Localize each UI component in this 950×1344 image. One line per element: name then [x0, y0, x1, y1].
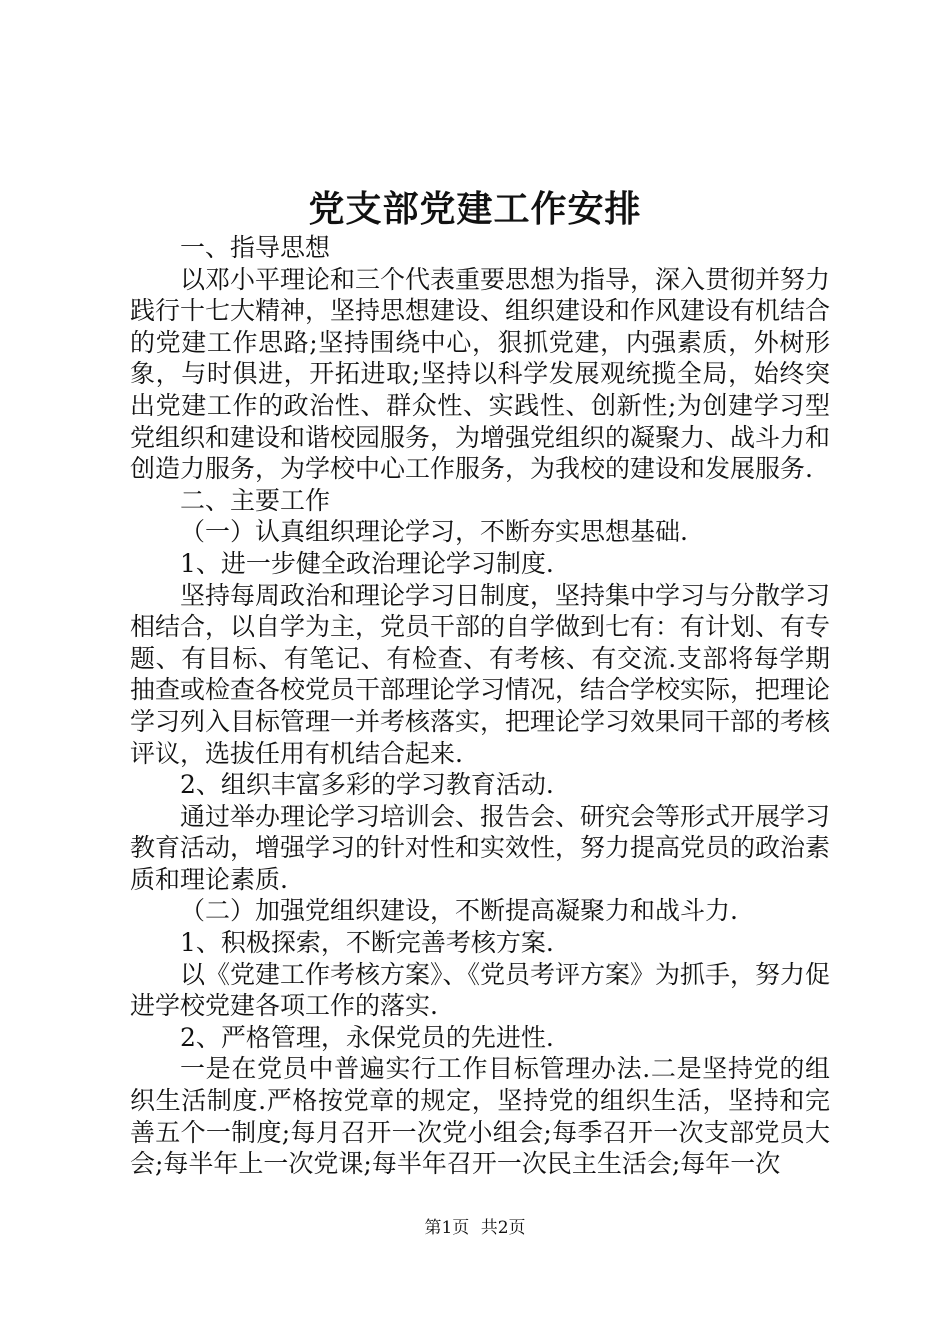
document-title: 党支部党建工作安排: [308, 188, 642, 230]
page-number: 第1页: [424, 1218, 470, 1238]
subsection-heading: （二）加强党组织建设，不断提高凝聚力和战斗力.: [180, 896, 738, 926]
item-heading: 1、进一步健全政治理论学习制度.: [180, 548, 554, 578]
body-paragraph: 一是在党员中普遍实行工作目标管理办法.二是坚持党的组织生活制度.严格按党章的规定，坚持党的组织生活，坚持和完善五个一制度;每月召开一次党小组会;每季召开一次支部党员大会;每半年上一次党课;每半年召开一次民主生活会;每年一次: [130, 1054, 830, 1179]
item-heading: 1、积极探索，不断完善考核方案.: [180, 928, 554, 958]
body-paragraph: 坚持每周政治和理论学习日制度，坚持集中学习与分散学习相结合，以自学为主，党员干部的自学做到七有：有计划、有专题、有目标、有笔记、有检查、有考核、有交流.支部将每学期抽查或检查各校党员干部理论学习情况，结合学校实际，把理论学习列入目标管理一并考核落实，把理论学习效果同干部的考核评议，选拔任用有机结合起来.: [130, 580, 831, 768]
body-paragraph: 以邓小平理论和三个代表重要思想为指导，深入贯彻并努力践行十七大精神，坚持思想建设、组织建设和作风建设有机结合的党建工作思路;坚持围绕中心，狠抓党建，内强素质，外树形象，与时俱进，开拓进取;坚持以科学发展观统揽全局，始终突出党建工作的政治性、群众性、实践性、创新性;为创建学习型党组织和建设和谐校园服务，为增强党组织的凝聚力、战斗力和创造力服务，为学校中心工作服务，为我校的建设和发展服务.: [130, 264, 831, 484]
body-paragraph: 以《党建工作考核方案》、《党员考评方案》为抓手，努力促进学校党建各项工作的落实.: [130, 959, 831, 1021]
item-heading: 2、严格管理，永保党员的先进性.: [180, 1022, 554, 1052]
page-footer: [0, 1216, 950, 1240]
document-body: [130, 232, 830, 1180]
section-heading: 二、主要工作: [180, 485, 331, 515]
item-heading: 2、组织丰富多彩的学习教育活动.: [180, 770, 554, 800]
body-paragraph: 通过举办理论学习培训会、报告会、研究会等形式开展学习教育活动，增强学习的针对性和实效性，努力提高党员的政治素质和理论素质.: [130, 801, 831, 894]
section-heading: 一、指导思想: [180, 233, 331, 262]
subsection-heading: （一）认真组织理论学习，不断夯实思想基础.: [180, 517, 688, 547]
page-total: 共2页: [480, 1218, 526, 1238]
